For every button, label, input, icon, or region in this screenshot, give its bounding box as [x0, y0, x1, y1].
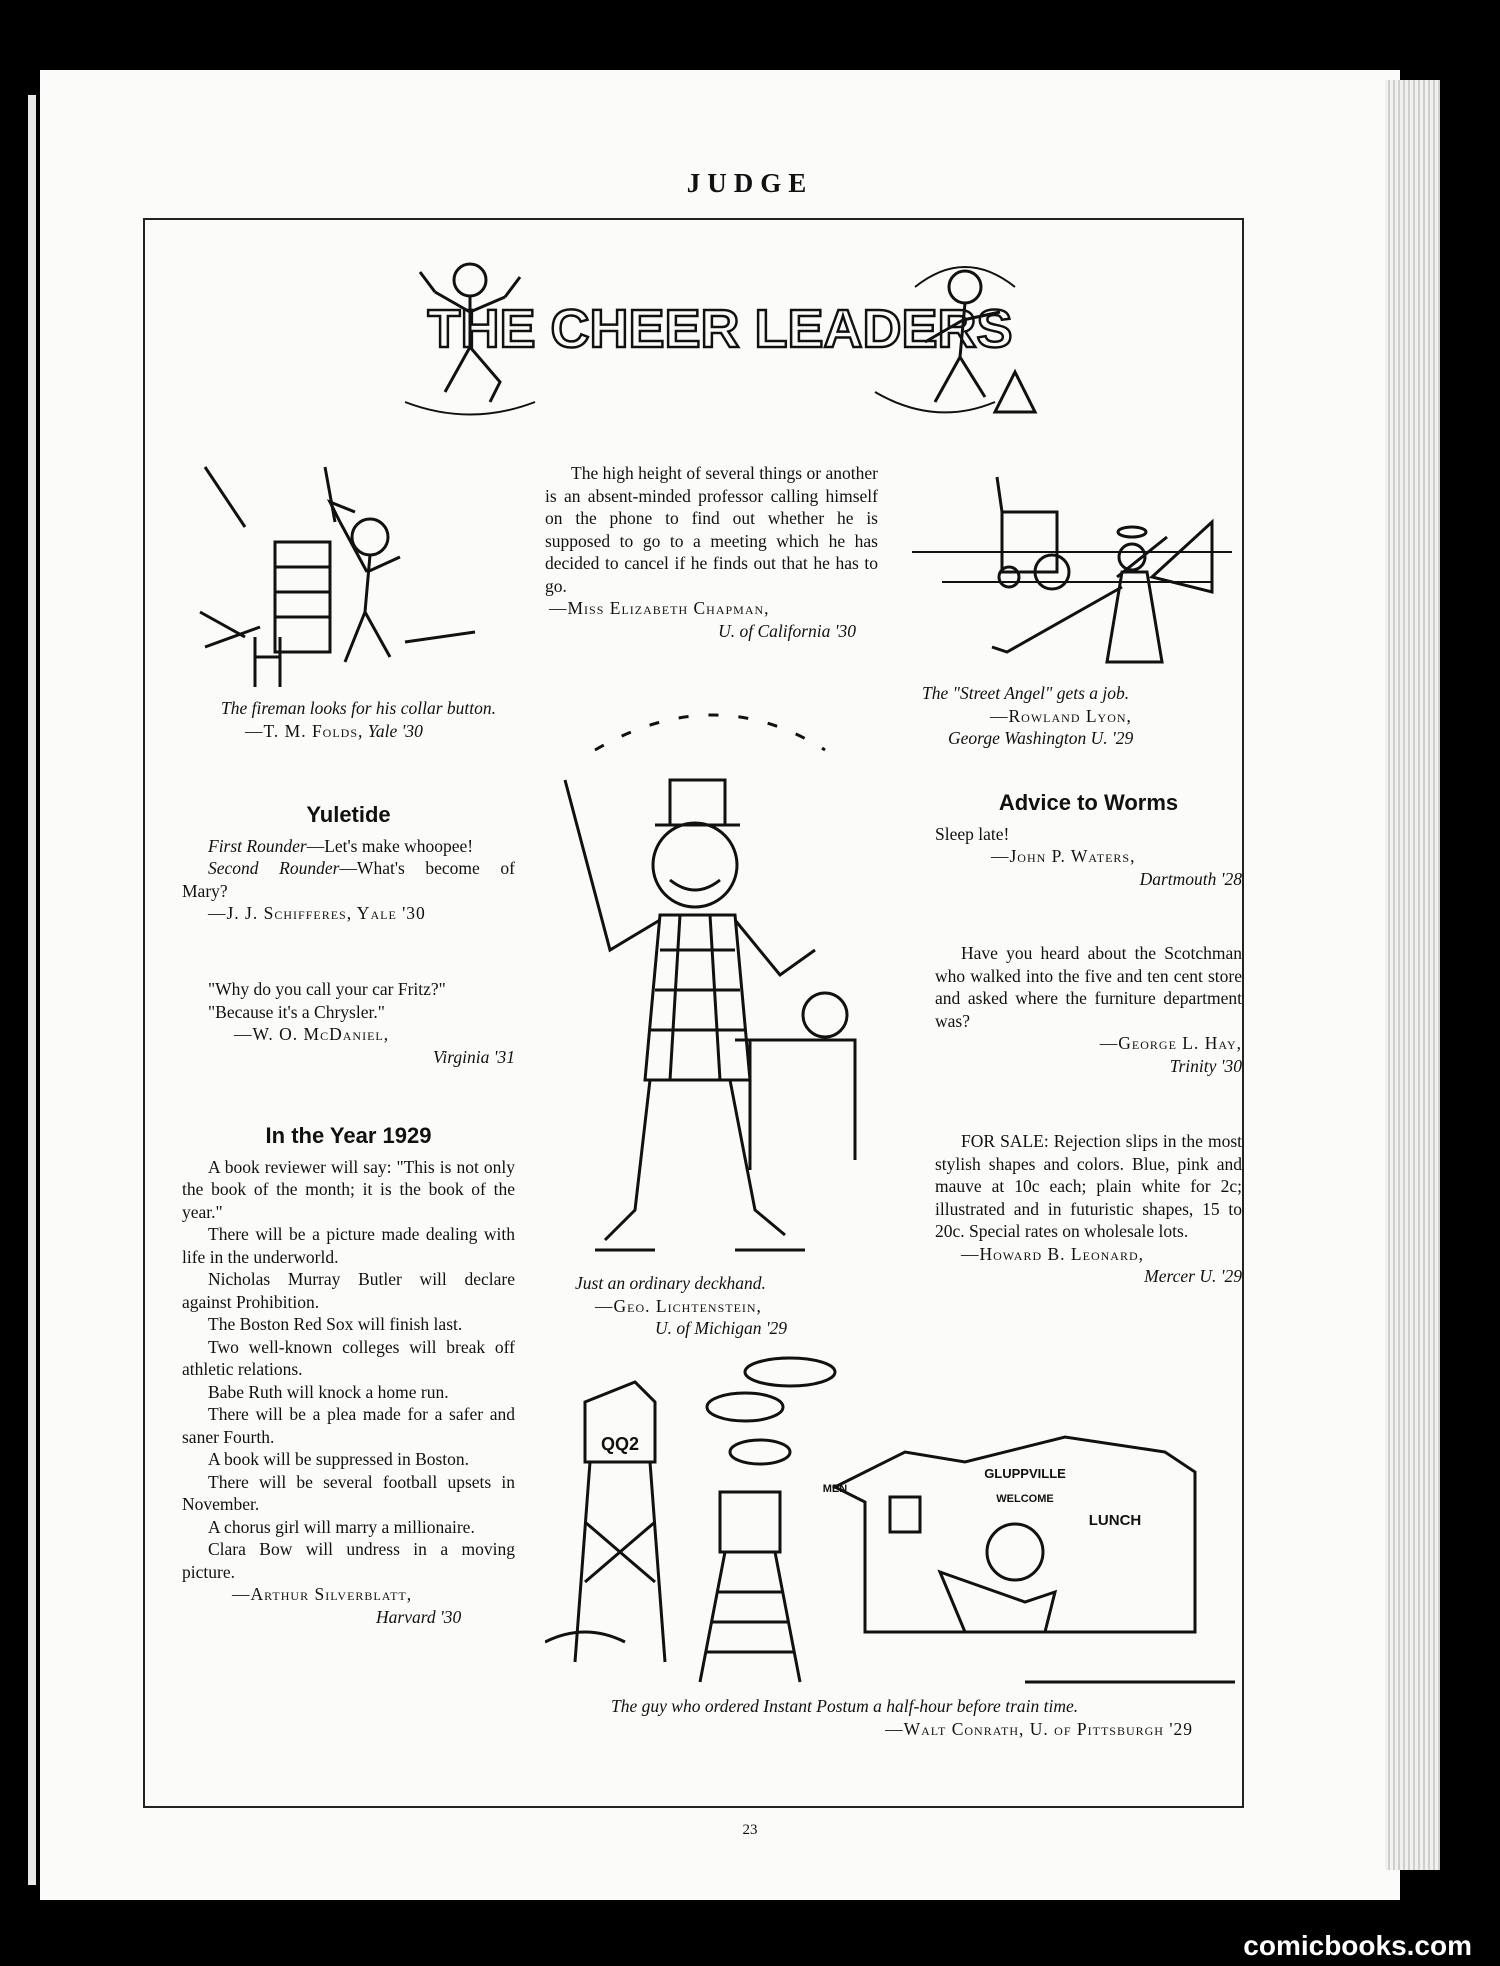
- yuletide-speaker-1: First Rounder: [208, 835, 307, 856]
- chrysler-credit-school: Virginia '31: [432, 1046, 515, 1067]
- chrysler-answer: "Because it's a Chrysler.": [208, 1001, 385, 1022]
- fireman-caption: The fireman looks for his collar button.: [221, 698, 496, 718]
- year-1929-item: A book reviewer will say: "This is not only the book of the month; it is the book of the year.": [182, 1156, 515, 1222]
- year-1929-section: [182, 1125, 515, 1628]
- deckhand-caption: Just an ordinary deckhand.: [575, 1273, 766, 1293]
- year-1929-item: There will be several football upsets in November.: [182, 1471, 515, 1514]
- scotchman-credit-school: Trinity '30: [1169, 1055, 1242, 1076]
- welcome-sign: WELCOME: [996, 1493, 1054, 1505]
- worms-credit-name: —John P. Waters,: [991, 846, 1136, 866]
- chrysler-credit-name: —W. O. McDaniel,: [234, 1024, 390, 1044]
- year-1929-item: A book will be suppressed in Boston.: [208, 1449, 470, 1469]
- year-1929-item: Two well-known colleges will break off athletic relations.: [182, 1336, 515, 1379]
- chrysler-question: "Why do you call your car Fritz?": [208, 979, 446, 999]
- binding-edge: [28, 95, 36, 1885]
- qq2-sign: QQ2: [600, 1434, 640, 1454]
- worms-credit-school: Dartmouth '28: [1139, 868, 1242, 889]
- train-caption: The guy who ordered Instant Postum a half-hour before train time.: [611, 1696, 1079, 1716]
- year-1929-item: The Boston Red Sox will finish last.: [208, 1314, 463, 1334]
- yuletide-credit: —J. J. Schifferes, Yale '30: [208, 903, 426, 923]
- train-credit: —Walt Conrath, U. of Pittsburgh '29: [885, 1718, 1193, 1739]
- masthead: JUDGE: [686, 168, 814, 198]
- worms-heading: Advice to Worms: [998, 790, 1179, 815]
- yuletide-section: [182, 804, 515, 925]
- worms-section: [935, 792, 1242, 890]
- lunch-sign: LUNCH: [1088, 1512, 1142, 1529]
- yuletide-speaker-2: Second Rounder: [208, 858, 340, 878]
- year-1929-item: There will be a picture made dealing with life in the underworld.: [182, 1224, 515, 1267]
- professor-credit-name: —Miss Elizabeth Chapman,: [549, 598, 770, 618]
- year-1929-credit-name: —Arthur Silverblatt,: [232, 1584, 413, 1604]
- yuletide-heading: Yuletide: [306, 802, 391, 827]
- men-sign: MEN: [822, 1483, 848, 1495]
- watermark: comicbooks.com: [1243, 1930, 1472, 1961]
- year-1929-item: Babe Ruth will knock a home run.: [208, 1381, 449, 1402]
- angel-credit-name: —Rowland Lyon,: [990, 705, 1132, 726]
- year-1929-item: A chorus girl will marry a millionaire.: [208, 1516, 475, 1537]
- for-sale-credit-school: Mercer U. '29: [1144, 1266, 1242, 1286]
- fireman-cartoon: [185, 462, 505, 692]
- professor-credit-school: U. of California '30: [718, 620, 856, 641]
- year-1929-item: Clara Bow will undress in a moving picture.: [182, 1539, 515, 1582]
- year-1929-heading: In the Year 1929: [265, 1123, 432, 1148]
- street-angel-cartoon: [912, 462, 1232, 672]
- yuletide-line-2: —What's become of Mary?: [182, 858, 515, 901]
- year-1929-item: Nicholas Murray Butler will declare against Prohibition.: [182, 1269, 515, 1312]
- professor-text: The high height of several things or another is an absent-minded professor calling himself on the phone to find out whether he is supposed to go to a meeting which he has decided to cancel if he finds out that he has to go.: [545, 463, 878, 596]
- deckhand-credit-name: —Geo. Lichtenstein,: [595, 1295, 762, 1316]
- yuletide-line-1: —Let's make whoopee!: [306, 835, 474, 856]
- banner-title: THE CHEER LEADERS: [427, 299, 1013, 359]
- page-number: 23: [742, 1822, 758, 1838]
- fireman-credit-name: —T. M. Folds,: [245, 720, 364, 741]
- deckhand-cartoon: [555, 690, 875, 1270]
- gluppville-sign: GLUPPVILLE: [984, 1466, 1066, 1481]
- professor-joke: [545, 462, 878, 642]
- scotchman-credit-name: —George L. Hay,: [1099, 1033, 1242, 1053]
- year-1929-item: There will be a plea made for a safer and saner Fourth.: [182, 1404, 515, 1447]
- scotchman-joke: [935, 942, 1242, 1077]
- chrysler-joke: [182, 978, 515, 1068]
- page-stack-edge: [1385, 80, 1440, 1870]
- angel-caption: The "Street Angel" gets a job.: [922, 683, 1130, 703]
- train-station-cartoon: [545, 1342, 1240, 1694]
- for-sale-ad: [935, 1130, 1242, 1288]
- deckhand-credit-school: U. of Michigan '29: [655, 1318, 788, 1338]
- fireman-credit-school: Yale '30: [367, 720, 423, 741]
- for-sale-credit-name: —Howard B. Leonard,: [961, 1243, 1144, 1264]
- cheer-leaders-banner: [375, 252, 1065, 427]
- scotchman-text: Have you heard about the Scotchman who walked into the five and ten cent store and asked where the furniture department was?: [935, 943, 1242, 1031]
- angel-credit-school: George Washington U. '29: [948, 728, 1134, 748]
- for-sale-text: FOR SALE: Rejection slips in the most stylish shapes and colors. Blue, pink and mauve at 10c each; plain white for 2c; illustrated and in futuristic shapes, 15 to 20c. Special rates on wholesale lots.: [935, 1131, 1242, 1241]
- year-1929-credit-school: Harvard '30: [376, 1606, 462, 1627]
- worms-text: Sleep late!: [935, 823, 1010, 844]
